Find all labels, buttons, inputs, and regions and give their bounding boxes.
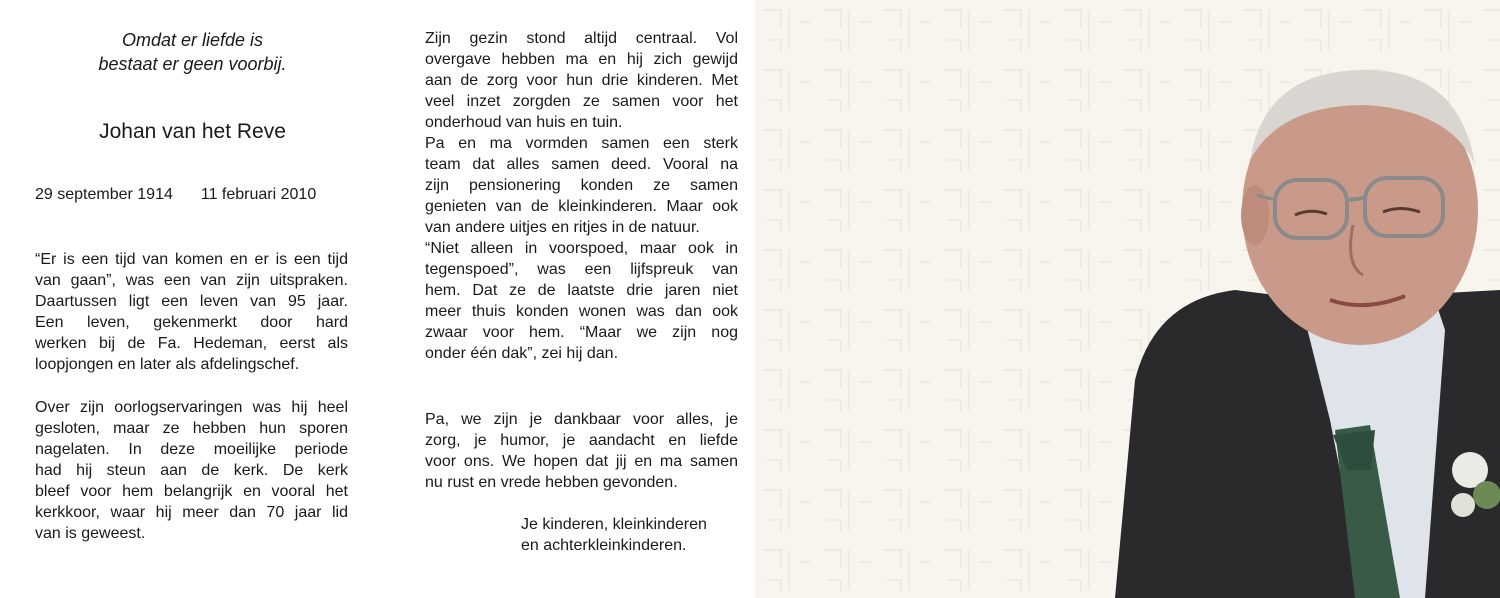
text-line: onderhoud van huis en tuin. [425,114,623,131]
text-line: onder één dak”, zei hij dan. [425,345,619,362]
text-line: “Niet alleen in voorspoed, maar ook in [425,240,738,257]
life-dates [35,186,316,204]
birth-date: 29 september 1914 [35,186,173,203]
motto-line: bestaat er geen voorbij. [98,54,287,74]
text-line: voor ons. We hopen dat jij en ma samen [425,453,738,470]
text-line: Zijn gezin stond altijd centraal. Vol [425,30,738,47]
text-line: zwaar voor hem. “Maar we zijn nog [425,324,738,341]
text-line: meer thuis konden wonen was dan ook [425,303,738,320]
signature-line: en achterkleinkinderen. [521,537,687,554]
deceased-name: Johan van het Reve [99,120,286,143]
text-line: tegenspoed”, was een lijfspreuk van [425,261,738,278]
text-line: Daartussen ligt een leven van 95 jaar. [35,293,348,310]
text-line: loopjongen en later als afdelingschef. [35,356,300,373]
text-line: hem. Dat ze de laatste drie jaren niet [425,282,738,299]
text-line: aan de zorg voor hun drie kinderen. Met [425,72,738,89]
text-line: van andere uitjes en ritjes in de natuur. [425,219,700,236]
text-line: genieten van de kleinkinderen. Maar ook [425,198,738,215]
text-line: veel inzet zorgden ze samen voor het [425,93,738,110]
text-line: team dat alles samen deed. Vooral na [425,156,738,173]
paragraph-life [35,249,348,375]
text-line: werken bij de Fa. Hedeman, eerst als [35,335,348,352]
text-line: zijn pensionering konden ze samen [425,177,738,194]
death-date: 11 februari 2010 [200,186,317,203]
portrait-photo [1115,0,1500,598]
signature [521,514,707,556]
photo-panel [755,0,1500,598]
text-line: Pa, we zijn je dankbaar voor alles, je [425,411,738,428]
text-line: nu rust en vrede hebben gevonden. [425,474,678,491]
text-line: Een leven, gekenmerkt door hard [35,314,348,331]
text-line: Over zijn oorlogservaringen was hij heel [35,399,348,416]
text-line: zorg, je humor, je aandacht en liefde [425,432,738,449]
motto-line: Omdat er liefde is [121,30,264,50]
text-line: overgave hebben ma en hij zich gewijd [425,51,738,68]
text-line: gesloten, maar ze hebben hun sporen [35,420,348,437]
text-line: Pa en ma vormden samen een sterk [425,135,738,152]
text-line: had hij steun aan de kerk. De kerk [35,462,348,479]
text-line: kerkkoor, waar hij meer dan 70 jaar lid [35,504,348,521]
text-line: bleef voor hem belangrijk en vooral het [35,483,348,500]
text-line: van is geweest. [35,525,146,542]
paragraph-family [425,28,738,364]
text-line: nagelaten. In deze moeilijke periode [35,441,348,458]
motto [0,28,385,76]
paragraph-war [35,397,348,544]
signature-line: Je kinderen, kleinkinderen [521,516,707,533]
text-line: “Er is een tijd van komen en er is een tijd [35,251,348,268]
text-line: van gaan”, was een van zijn uitspraken. [35,272,348,289]
paragraph-thanks [425,409,738,493]
